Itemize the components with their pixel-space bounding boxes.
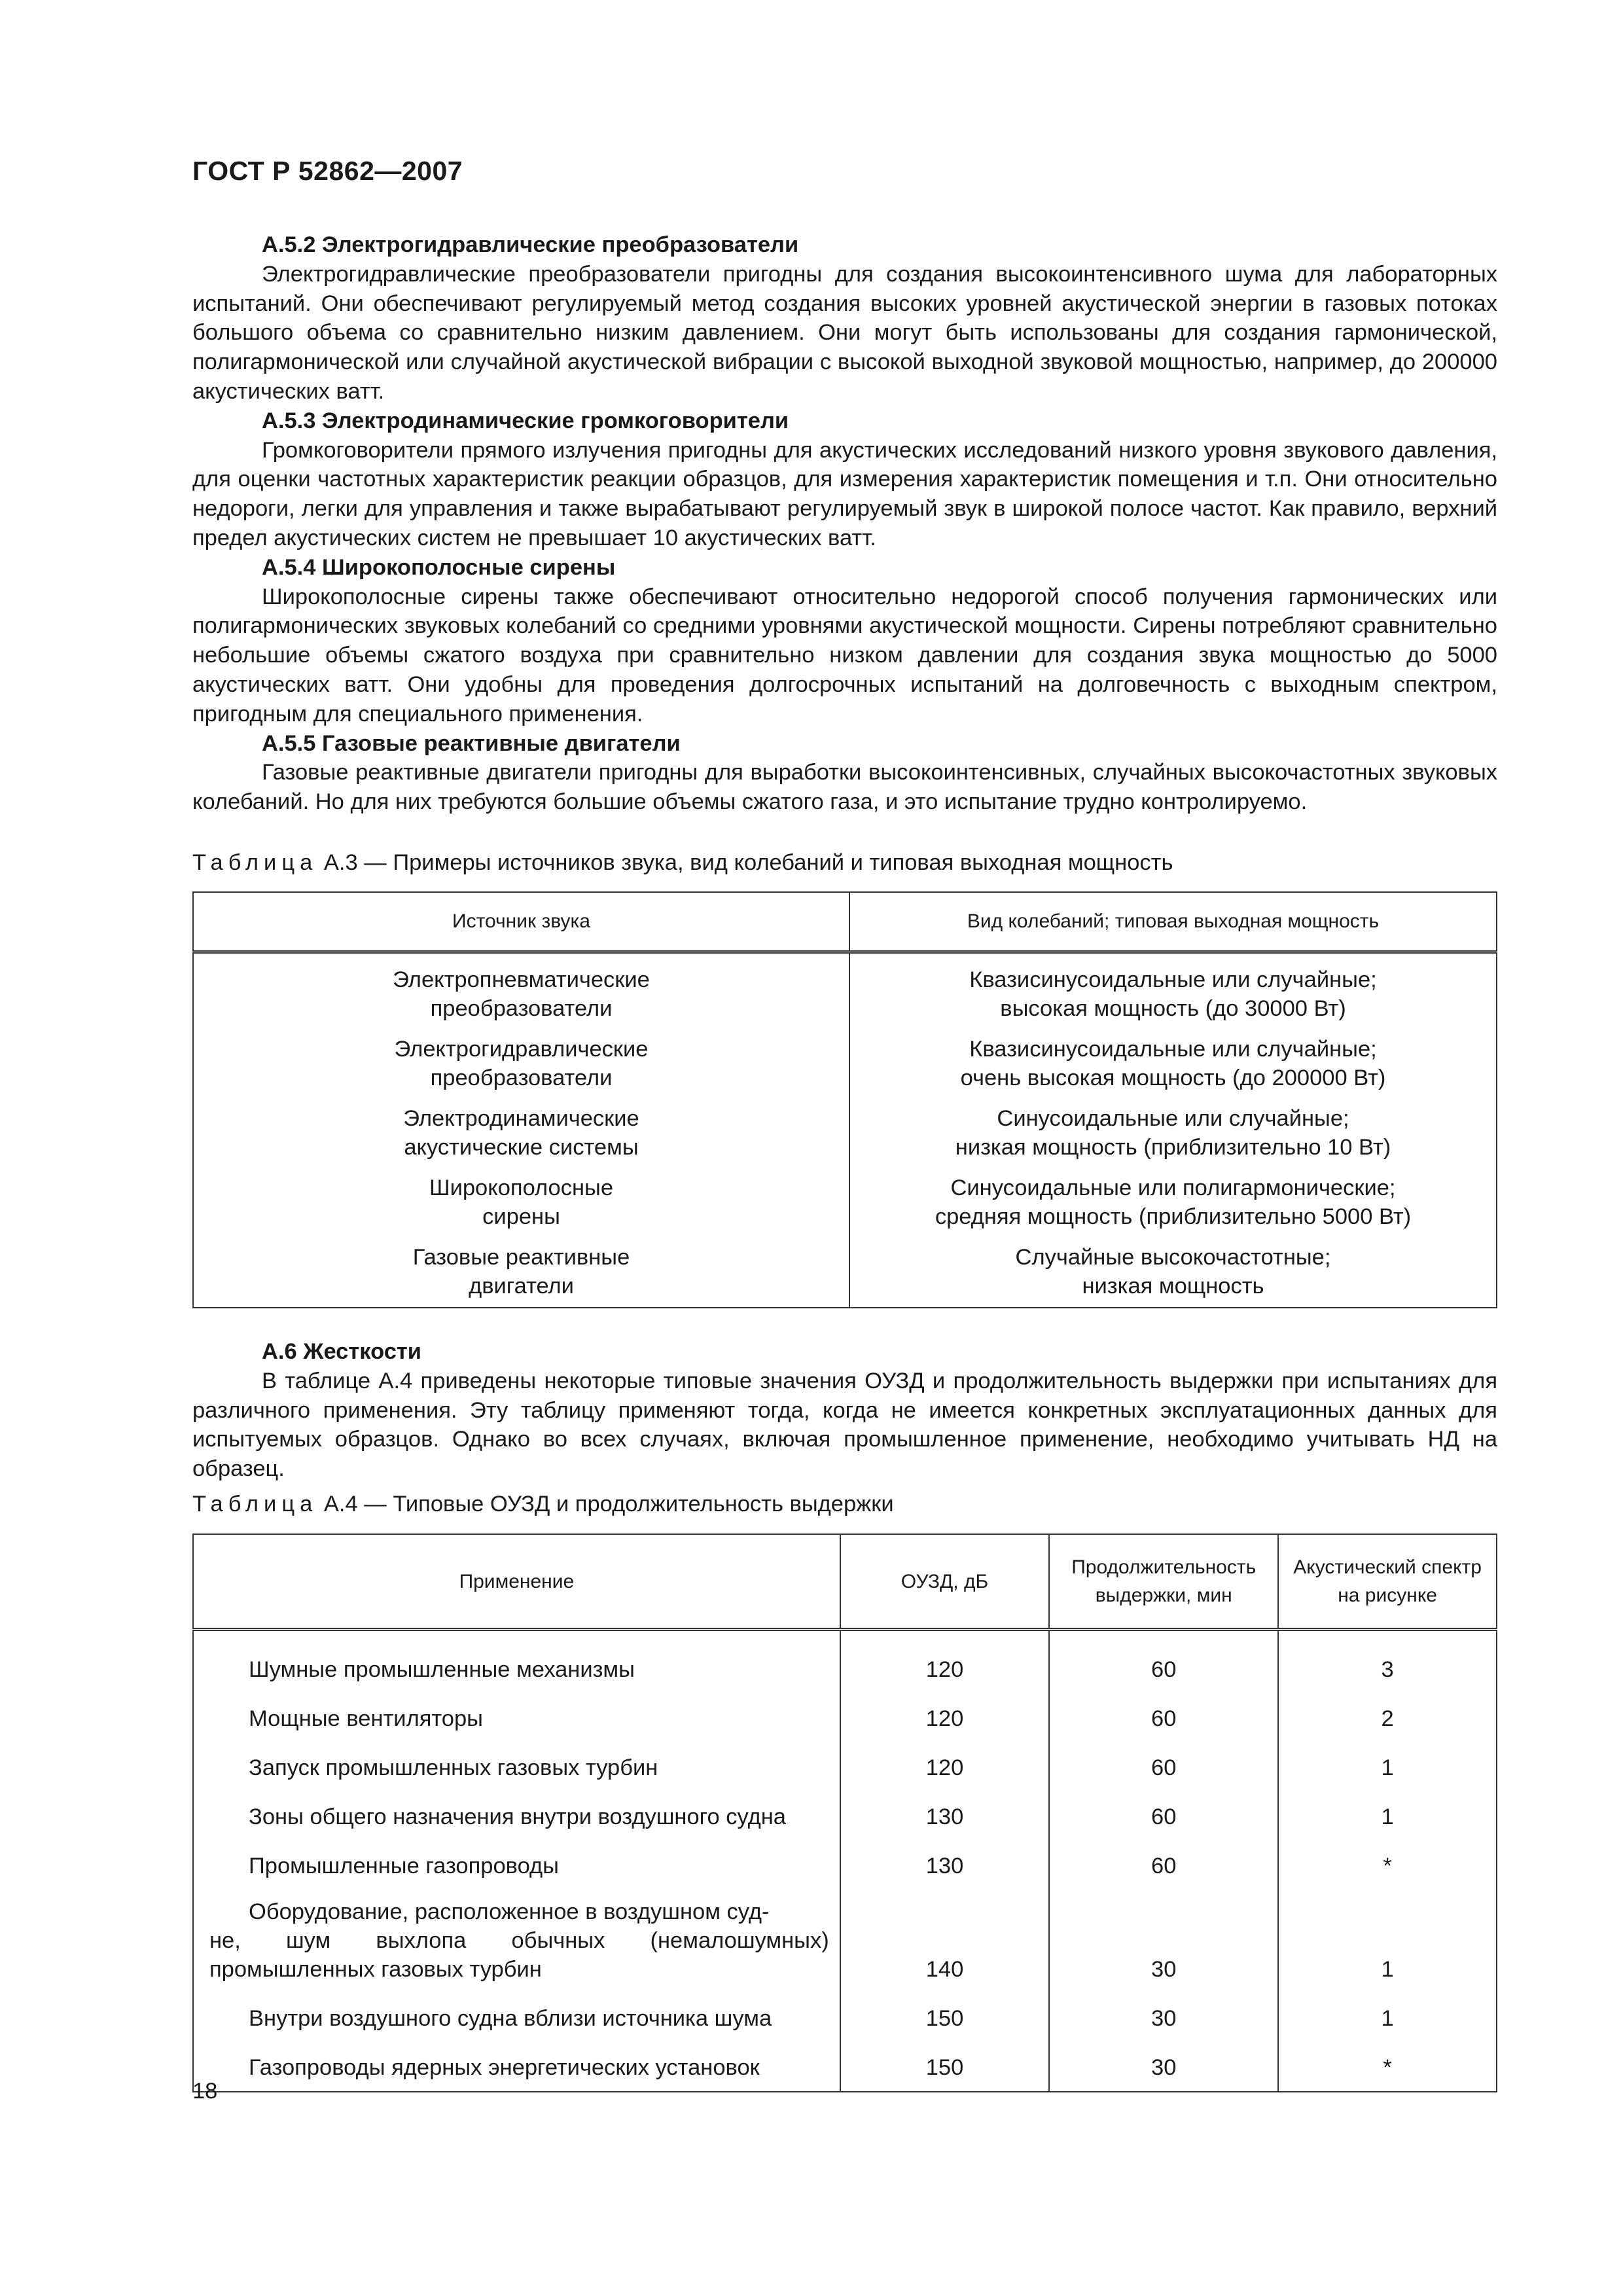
- table-cell-level: 130: [840, 1837, 1050, 1886]
- table-row: [193, 2038, 1497, 2092]
- table-row: [193, 1837, 1497, 1886]
- section-paragraph-a52: Электрогидравлические преобразователи пригодны для создания высокоинтенсивного шума для лабораторных испытаний. Они обеспечивают регулируемый метод создания высоких уровней акустической энергии в газовых потоках большого объема со сравнительно низким давлением. Они могут быть использованы для создания гармонической, полигармонической или случайной акустической вибрации с высокой выходной звуковой мощностью, например, до 200000 акустических ватт.: [192, 261, 1497, 404]
- table-a3-caption-prefix: Таблица: [192, 850, 318, 875]
- table-cell-source: Широкополосные сирены: [193, 1168, 849, 1238]
- table-cell-source: Электропневматические преобразователи: [193, 952, 849, 1030]
- table-row: [193, 1689, 1497, 1738]
- table-cell-source: Газовые реактивные двигатели: [193, 1238, 849, 1308]
- section-paragraph-a53: Громкоговорители прямого излучения пригодны для акустических исследований низкого уровня звукового давления, для оценки частотных характеристик реакции образцов, для измерения характеристик помещения и т.п. Они относительно недороги, легки для управления и также вырабатывают регулируемый звук в широкой полосе частот. Как правило, верхний предел акустических систем не превышает 10 акустических ватт.: [192, 437, 1497, 550]
- section-paragraph-a6: В таблице А.4 приведены некоторые типовые значения ОУЗД и продолжительность выдержки при испытаниях для различного применения. Эту таблицу применяют тогда, когда не имеется конкретных эксплуатационных данных для испытуемых образцов. Однако во всех случаях, включая промышленное применение, необходимо учитывать НД на образец.: [192, 1368, 1497, 1482]
- table-row: [193, 1738, 1497, 1787]
- table-row: [193, 1989, 1497, 2038]
- table-cell-spectrum: 3: [1278, 1630, 1497, 1690]
- table-row: [193, 1630, 1497, 1690]
- table-row: [193, 1030, 1497, 1099]
- table-cell-duration: 60: [1049, 1630, 1278, 1690]
- table-cell-application: Мощные вентиляторы: [193, 1689, 840, 1738]
- table-row: [193, 1238, 1497, 1308]
- table-cell-application: Газопроводы ядерных энергетических установок: [193, 2038, 840, 2092]
- table-a3-header-type: Вид колебаний; типовая выходная мощность: [849, 892, 1497, 952]
- table-cell-type: Квазисинусоидальные или случайные; очень высокая мощность (до 200000 Вт): [849, 1030, 1497, 1099]
- table-row: [193, 1787, 1497, 1837]
- table-a4-caption-text: А.4 — Типовые ОУЗД и продолжительность выдержки: [317, 1492, 894, 1516]
- table-cell-duration: 30: [1049, 1989, 1278, 2038]
- table-a4-header-duration: Продолжительность выдержки, мин: [1049, 1534, 1278, 1630]
- table-a4-caption-prefix: Таблица: [192, 1492, 318, 1516]
- table-cell-level: 140: [840, 1886, 1050, 1989]
- table-cell-spectrum: 1: [1278, 1989, 1497, 2038]
- table-cell-source: Электродинамические акустические системы: [193, 1099, 849, 1168]
- table-cell-duration: 60: [1049, 1689, 1278, 1738]
- table-a4-header-spectrum: Акустический спектр на рисунке: [1278, 1534, 1497, 1630]
- table-a3-header-source: Источник звука: [193, 892, 849, 952]
- section-heading-a52: А.5.2 Электрогидравлические преобразователи: [262, 232, 799, 257]
- table-cell-type: Случайные высокочастотные; низкая мощность: [849, 1238, 1497, 1308]
- table-cell-level: 120: [840, 1689, 1050, 1738]
- table-cell-application: Внутри воздушного судна вблизи источника шума: [193, 1989, 840, 2038]
- table-cell-type: Квазисинусоидальные или случайные; высокая мощность (до 30000 Вт): [849, 952, 1497, 1030]
- document-code-header: ГОСТ Р 52862—2007: [192, 156, 463, 186]
- table-cell-application: Промышленные газопроводы: [193, 1837, 840, 1886]
- table-cell-duration: 60: [1049, 1738, 1278, 1787]
- table-cell-level: 150: [840, 2038, 1050, 2092]
- table-cell-level: 120: [840, 1630, 1050, 1690]
- table-cell-application: Оборудование, расположенное в воздушном суд- не, шум выхлопа обычных (немалошумных) промышленных газовых турбин: [193, 1886, 840, 1989]
- section-a6: [192, 1337, 1497, 1484]
- table-a4-caption: [192, 1490, 894, 1518]
- table-cell-duration: 30: [1049, 2038, 1278, 2092]
- table-a4: [192, 1534, 1497, 2092]
- table-cell-duration: 30: [1049, 1886, 1278, 1989]
- table-cell-spectrum: 2: [1278, 1689, 1497, 1738]
- table-a3-caption-text: А.3 — Примеры источников звука, вид колебаний и типовая выходная мощность: [317, 850, 1173, 875]
- body-text: [192, 230, 1497, 817]
- table-a3-caption: [192, 848, 1173, 877]
- table-row: [193, 952, 1497, 1030]
- section-heading-a54: А.5.4 Широкополосные сирены: [262, 554, 616, 580]
- table-a3: [192, 891, 1497, 1308]
- page-number: 18: [192, 2079, 218, 2104]
- table-cell-duration: 60: [1049, 1787, 1278, 1837]
- section-heading-a55: А.5.5 Газовые реактивные двигатели: [262, 730, 681, 756]
- section-heading-a6: А.6 Жесткости: [262, 1339, 421, 1364]
- table-cell-spectrum: *: [1278, 2038, 1497, 2092]
- table-row: [193, 1099, 1497, 1168]
- table-cell-level: 150: [840, 1989, 1050, 2038]
- table-cell-application: Запуск промышленных газовых турбин: [193, 1738, 840, 1787]
- table-a4-header-application: Применение: [193, 1534, 840, 1630]
- table-cell-spectrum: 1: [1278, 1886, 1497, 1989]
- section-heading-a53: А.5.3 Электродинамические громкоговорители: [262, 408, 789, 433]
- table-cell-source: Электрогидравлические преобразователи: [193, 1030, 849, 1099]
- table-cell-type: Синусоидальные или полигармонические; средняя мощность (приблизительно 5000 Вт): [849, 1168, 1497, 1238]
- table-cell-level: 130: [840, 1787, 1050, 1837]
- table-row: [193, 1886, 1497, 1989]
- section-paragraph-a55: Газовые реактивные двигатели пригодны для выработки высокоинтенсивных, случайных высокочастотных звуковых колебаний. Но для них требуются большие объемы сжатого газа, и это испытание трудно контролируемо.: [192, 760, 1497, 815]
- table-cell-duration: 60: [1049, 1837, 1278, 1886]
- section-paragraph-a54: Широкополосные сирены также обеспечивают относительно недорогой способ получения гармонических или полигармонических звуковых колебаний со средними уровнями акустической мощности. Сирены потребляют сравнительно небольшие объемы сжатого воздуха при сравнительно низком давлении для создания звука мощностью до 5000 акустических ватт. Они удобны для проведения долгосрочных испытаний на долговечность с выходным спектром, пригодным для специального применения.: [192, 584, 1497, 726]
- table-cell-application: Зоны общего назначения внутри воздушного судна: [193, 1787, 840, 1837]
- table-cell-application: Шумные промышленные механизмы: [193, 1630, 840, 1690]
- table-cell-type: Синусоидальные или случайные; низкая мощность (приблизительно 10 Вт): [849, 1099, 1497, 1168]
- table-cell-spectrum: *: [1278, 1837, 1497, 1886]
- table-cell-level: 120: [840, 1738, 1050, 1787]
- table-cell-spectrum: 1: [1278, 1787, 1497, 1837]
- table-row: [193, 1168, 1497, 1238]
- table-a4-header-level: ОУЗД, дБ: [840, 1534, 1050, 1630]
- table-cell-spectrum: 1: [1278, 1738, 1497, 1787]
